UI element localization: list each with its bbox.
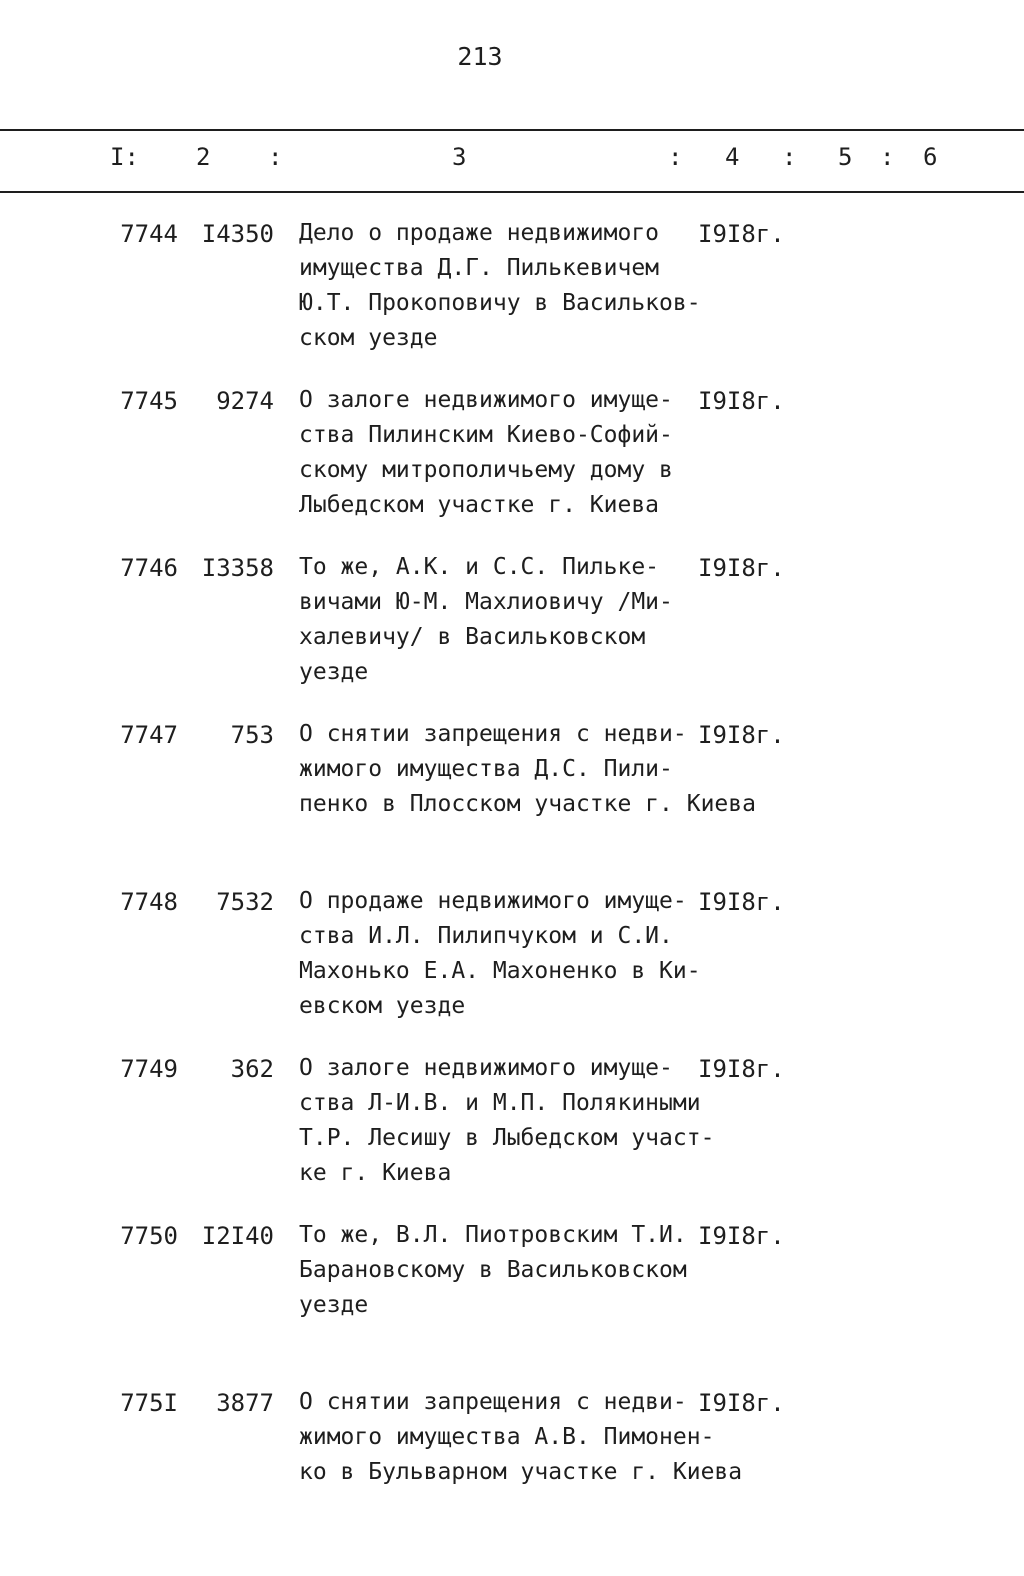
record-year: I9I8г.: [698, 1389, 785, 1417]
record-year: I9I8г.: [698, 220, 785, 248]
record-row: [0, 717, 1024, 884]
record-description-line: О снятии запрещения с недви-: [299, 1389, 687, 1415]
record-year: I9I8г.: [698, 721, 785, 749]
record-description: [299, 383, 709, 523]
header-col-3: 3: [452, 143, 467, 171]
record-description-line: вичами Ю-М. Махлиовичу /Ми-: [299, 589, 673, 615]
record-year: I9I8г.: [698, 554, 785, 582]
record-number: 7744: [120, 220, 178, 248]
record-old-number: I2I40: [201, 1222, 274, 1250]
record-description-line: уезде: [299, 1292, 369, 1318]
record-description-line: Ю.Т. Прокоповичу в Васильков-: [299, 290, 701, 316]
header-col-5: 5: [838, 143, 853, 171]
record-description-line: ко в Бульварном участке г. Киева: [299, 1459, 743, 1485]
record-description: [299, 1218, 709, 1323]
record-description-line: уезде: [299, 659, 369, 685]
record-row: [0, 1218, 1024, 1385]
record-description: [299, 1051, 715, 1191]
record-description-line: скому митрополичьему дому в: [299, 457, 673, 483]
record-description-line: жимого имущества А.В. Пимонен-: [299, 1424, 715, 1450]
record-number: 7745: [120, 387, 178, 415]
record-row: [0, 1051, 1024, 1218]
header-col-6: 6: [923, 143, 938, 171]
record-row: [0, 884, 1024, 1051]
record-old-number: 3877: [216, 1389, 274, 1417]
record-number: 775I: [120, 1389, 178, 1417]
header-bottom-rule: [0, 191, 1024, 193]
header-separator: :: [782, 143, 797, 171]
header-col-2: 2: [196, 143, 211, 171]
record-old-number: 9274: [216, 387, 274, 415]
record-row: [0, 1385, 1024, 1552]
header-separator: :: [268, 143, 283, 171]
record-number: 7750: [120, 1222, 178, 1250]
record-row: [0, 216, 1024, 383]
record-number: 7748: [120, 888, 178, 916]
record-number: 7749: [120, 1055, 178, 1083]
header-separator: :: [880, 143, 895, 171]
record-year: I9I8г.: [698, 1055, 785, 1083]
header-col-4: 4: [725, 143, 740, 171]
record-old-number: I4350: [201, 220, 274, 248]
record-description: [299, 216, 709, 356]
record-year: I9I8г.: [698, 387, 785, 415]
header-separator: :: [668, 143, 683, 171]
record-description-line: Лыбедском участке г. Киева: [299, 492, 660, 518]
header-col-1: I:: [110, 143, 139, 171]
record-row: [0, 550, 1024, 717]
record-old-number: 7532: [216, 888, 274, 916]
record-description-line: О продаже недвижимого имуще-: [299, 888, 687, 914]
record-description-line: жимого имущества Д.С. Пили-: [299, 756, 673, 782]
record-old-number: I3358: [201, 554, 274, 582]
record-description-line: ства Л-И.В. и М.П. Полякиными: [299, 1090, 701, 1116]
record-description-line: евском уезде: [299, 993, 466, 1019]
record-year: I9I8г.: [698, 1222, 785, 1250]
record-row: [0, 383, 1024, 550]
record-description: [299, 884, 709, 1024]
record-description: [299, 550, 709, 690]
records-list: [0, 216, 1024, 1552]
record-description-line: Т.Р. Лесишу в Лыбедском участ-: [299, 1125, 715, 1151]
record-description-line: О залоге недвижимого имуще-: [299, 387, 673, 413]
record-description-line: Дело о продаже недвижимого: [299, 220, 660, 246]
record-number: 7747: [120, 721, 178, 749]
record-description-line: имущества Д.Г. Пилькевичем: [299, 255, 660, 281]
table-header: [0, 143, 1024, 183]
record-old-number: 753: [230, 721, 274, 749]
record-description-line: пенко в Плосском участке г. Киева: [299, 791, 756, 817]
record-description-line: То же, В.Л. Пиотровским Т.И.: [299, 1222, 687, 1248]
record-description-line: О снятии запрещения с недви-: [299, 721, 687, 747]
record-description-line: Барановскому в Васильковском: [299, 1257, 687, 1283]
record-description-line: Махонько Е.А. Махоненко в Ки-: [299, 958, 701, 984]
page-number: 213: [457, 42, 503, 71]
record-description-line: халевичу/ в Васильковском: [299, 624, 646, 650]
record-description-line: ства И.Л. Пилипчуком и С.И.: [299, 923, 673, 949]
record-old-number: 362: [230, 1055, 274, 1083]
record-description-line: ском уезде: [299, 325, 438, 351]
record-description-line: ке г. Киева: [299, 1160, 452, 1186]
record-description-line: То же, А.К. и С.С. Пильке-: [299, 554, 660, 580]
header-top-rule: [0, 129, 1024, 131]
record-description-line: ства Пилинским Киево-Софий-: [299, 422, 673, 448]
record-description-line: О залоге недвижимого имуще-: [299, 1055, 673, 1081]
record-year: I9I8г.: [698, 888, 785, 916]
record-number: 7746: [120, 554, 178, 582]
